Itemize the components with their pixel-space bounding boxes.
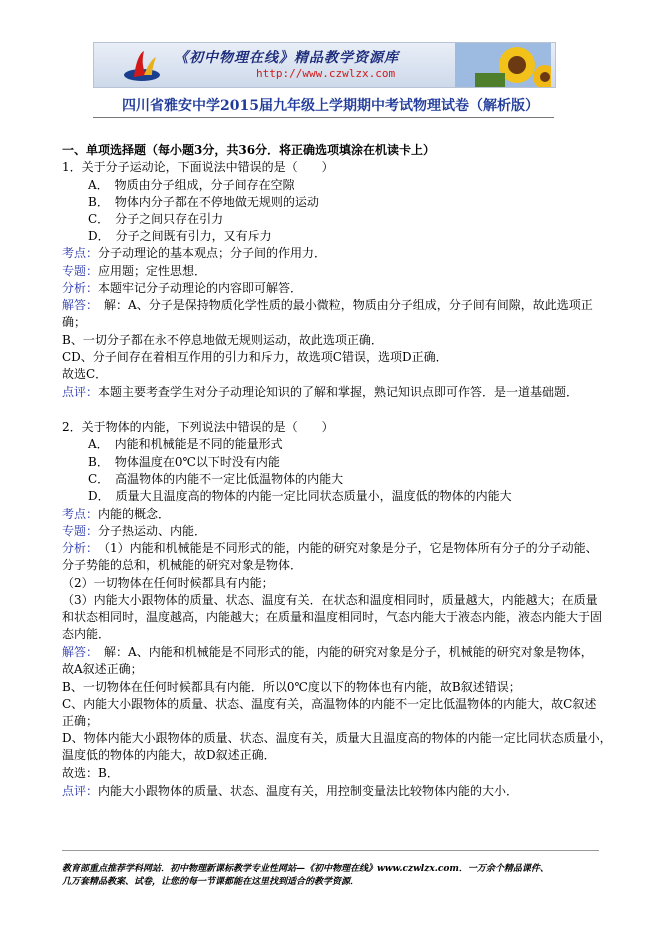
q2-option-c: C． 高温物体的内能不一定比低温物体的内能大 (88, 472, 344, 486)
q1-dianping (62, 385, 578, 400)
section-heading: 一、单项选择题（每小题3分，共36分．将正确选项填涂在机读卡上） (62, 143, 436, 157)
banner-title: 《初中物理在线》精品教学资源库 (174, 50, 399, 66)
title-divider (93, 117, 554, 118)
q2-jieda-line: D、物体内能大小跟物体的质量、状态、温度有关，质量大且温度高的物体的内能一定比同状态质量小， (62, 731, 612, 745)
q1-dianping-text: 本题主要考查学生对分子动理论知识的了解和掌握，熟记知识点即可作答．是一道基础题． (98, 385, 579, 399)
q1-kaodian-text: 分子动理论的基本观点；分子间的作用力． (98, 246, 327, 260)
q2-jieda-line: 正确； (62, 714, 99, 728)
q2-dianping (62, 784, 518, 799)
q2-fenxi-line: 态内能． (62, 627, 111, 641)
q2-jieda-line: 故选：B． (62, 766, 119, 780)
q2-option-d: D． 质量大且温度高的物体的内能一定比同状态质量小，温度低的物体的内能大 (88, 489, 512, 503)
q2-kaodian-text: 内能的概念． (98, 507, 171, 521)
label: 分析： (62, 541, 93, 555)
q1-jieda-line: 确； (62, 315, 87, 329)
banner-url: http://www.czwlzx.com (256, 67, 396, 80)
q2-fenxi-line: （3）内能大小跟物体的质量、状态、温度有关．在状态和温度相同时，质量越大，内能越大；在质量 (62, 593, 598, 607)
q2-kaodian (62, 507, 170, 522)
sunflower-icon (455, 43, 551, 87)
q2-jieda-line: C、内能大小跟物体的质量、状态、温度有关，高温物体的内能不一定比低温物体的内能大，故C叙述 (62, 697, 597, 711)
q2-zhuanti-text: 分子热运动、内能． (98, 524, 207, 538)
q1-option-b: B． 物体内分子都在不停地做无规则的运动 (88, 195, 319, 209)
label: 专题： (62, 264, 99, 278)
q2-fenxi (62, 541, 598, 556)
q2-zhuanti (62, 524, 206, 539)
q1-fenxi-text: 本题牢记分子动理论的内容即可解答． (98, 281, 303, 295)
q2-option-a: A． 内能和机械能是不同的能量形式 (88, 437, 283, 451)
q1-jieda-line: B、一切分子都在永不停息地做无规则运动，故此选项正确． (62, 333, 383, 347)
label: 解答： (62, 645, 93, 659)
q2-jieda-line: 温度低的物体的内能大，故D叙述正确． (62, 748, 276, 762)
q1-jieda-line: 故选C． (62, 367, 108, 381)
footer-line: 教育部重点推荐学科网站．初中物理新课标教学专业性网站—《初中物理在线》www.czwlzx.com．一万余个精品课件、 (62, 864, 549, 874)
q1-jieda-line: CD、分子间存在着相互作用的引力和斥力，故选项C错误，选项D正确． (62, 350, 448, 364)
q2-fenxi-line: （1）内能和机械能是不同形式的能，内能的研究对象是分子，它是物体所有分子的分子动能、 (92, 541, 598, 555)
q1-fenxi (62, 281, 302, 296)
header-banner (93, 42, 556, 88)
q2-jieda-line: B、一切物体在任何时候都具有内能．所以0℃度以下的物体也有内能，故B叙述错误； (62, 680, 521, 694)
label: 考点： (62, 507, 99, 521)
q2-fenxi-line: 分子势能的总和，机械能的研究对象是物体． (62, 558, 303, 572)
q2-jieda-line: 解：A、内能和机械能是不同形式的能，内能的研究对象是分子，机械能的研究对象是物体， (104, 645, 593, 659)
footer-line: 几万套精品教案、试卷，让您的每一节课都能在这里找到适合的教学资源． (62, 877, 360, 887)
q1-option-c: C． 分子之间只存在引力 (88, 212, 224, 226)
q2-option-b: B． 物体温度在0℃以下时没有内能 (88, 455, 280, 469)
q2-fenxi-line: （2）一切物体在任何时候都具有内能； (62, 576, 274, 590)
question-1-stem: 1．关于分子运动论，下面说法中错误的是（ ） (62, 160, 334, 174)
q1-zhuanti-text: 应用题；定性思想． (98, 264, 207, 278)
label: 专题： (62, 524, 99, 538)
label: 点评： (62, 784, 99, 798)
question-2-stem: 2．关于物体的内能，下列说法中错误的是（ ） (62, 420, 334, 434)
q2-dianping-text: 内能大小跟物体的质量、状态、温度有关，用控制变量法比较物体内能的大小． (98, 784, 519, 798)
q1-zhuanti (62, 264, 206, 279)
label: 分析： (62, 281, 99, 295)
label: 解答： (62, 298, 93, 312)
q2-fenxi-line: 和状态相同时，温度越高，内能越大；在质量和温度相同时，气态内能大于液态内能，液态内能大于固 (62, 610, 603, 624)
q1-jieda-line: 解：A、分子是保持物质化学性质的最小微粒，物质由分子组成，分子间有间隙，故此选项正 (104, 298, 593, 312)
footer-divider (62, 850, 599, 851)
q1-option-d: D． 分子之间既有引力，又有斥力 (88, 229, 272, 243)
q1-jieda (62, 298, 593, 313)
logo-icon (122, 47, 162, 83)
q1-kaodian (62, 246, 326, 261)
label: 考点： (62, 246, 99, 260)
label: 点评： (62, 385, 99, 399)
q2-jieda-line: 故A叙述正确； (62, 662, 143, 676)
q2-jieda (62, 645, 593, 660)
q1-option-a: A． 物质由分子组成，分子间存在空隙 (88, 178, 295, 192)
page-title: 四川省雅安中学2015届九年级上学期期中考试物理试卷（解析版） (122, 98, 539, 114)
